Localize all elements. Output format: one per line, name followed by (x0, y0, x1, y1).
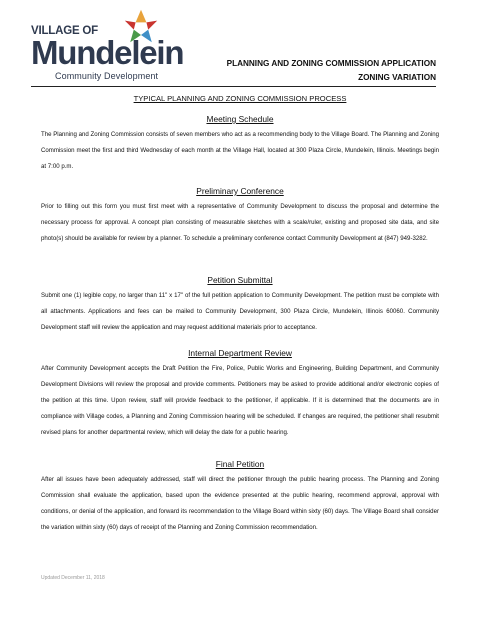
section-heading-petition-submittal: Petition Submittal (207, 275, 273, 285)
section-body-preliminary-conference: Prior to filling out this form you must first meet with a representative of Community Development to discuss the proposal and determine the necessary process for approval. A concept plan consisting of measurable sketches with a scale/ruler, existing and proposed site data, and site photo(s) should be available for review by a planner. To schedule a preliminary conference contact Community Development at (847) 949-3282. (41, 203, 439, 242)
logo-subtitle: Community Development (55, 71, 159, 81)
updated-date-footer: Updated December 11, 2018 (41, 575, 105, 581)
application-subtitle: ZONING VARIATION (358, 73, 436, 82)
section-heading-internal-review: Internal Department Review (188, 348, 292, 358)
section-body-petition-submittal: Submit one (1) legible copy, no larger than 11" x 17" of the full petition application to Community Development. The petition must be complete with all attachments. Applications and fees can be mailed to Community Development, 300 Plaza Circle, Mundelein, Illinois 60060. Community Development staff will review the application and may request additional materials prior to acceptance. (41, 292, 439, 331)
logo-name-text: Mundelein (31, 34, 184, 71)
application-title: PLANNING AND ZONING COMMISSION APPLICATION (226, 59, 436, 68)
section-heading-meeting-schedule: Meeting Schedule (206, 114, 274, 124)
logo-village-text: VILLAGE OF (31, 25, 99, 37)
section-heading-preliminary-conference: Preliminary Conference (196, 186, 284, 196)
section-body-internal-review: After Community Development accepts the Draft Petition the Fire, Police, Public Works and Engineering, Building Department, and Community Development Divisions will review the proposal and provide comments. Petitioners may be asked to provide additional and/or electronic copies of the petition at this time. Upon review, staff will provide feedback to the petitioner, if applicable. If it is determined that the documents are in compliance with Village codes, a Planning and Zoning Commission hearing will be scheduled. If changes are required, the petitioner shall resubmit revised plans for another departmental review, which will delay the date for a public hearing. (41, 365, 439, 436)
village-logo (31, 10, 184, 82)
section-heading-final-petition: Final Petition (215, 459, 265, 469)
process-title: TYPICAL PLANNING AND ZONING COMMISSION PROCESS (133, 94, 347, 103)
section-body-final-petition: After all issues have been adequately addressed, staff will direct the petitioner through the public hearing process. The Planning and Zoning Commission shall evaluate the application, based upon the evidence presented at the public hearing, recommend approval, approval with conditions, or denial of the application, and forward its recommendation to the Village Board within sixty (60) days. The Village Board shall consider the variation within sixty (60) days of receipt of the Planning and Zoning Commission recommendation. (41, 476, 439, 531)
header-divider (31, 86, 436, 87)
section-body-meeting-schedule: The Planning and Zoning Commission consists of seven members who act as a recommending body to the Village Board. The Planning and Zoning Commission meet the first and third Wednesday of each month at the Village Hall, located at 300 Plaza Circle, Mundelein, Illinois. Meetings begin at 7:00 p.m. (41, 131, 439, 170)
